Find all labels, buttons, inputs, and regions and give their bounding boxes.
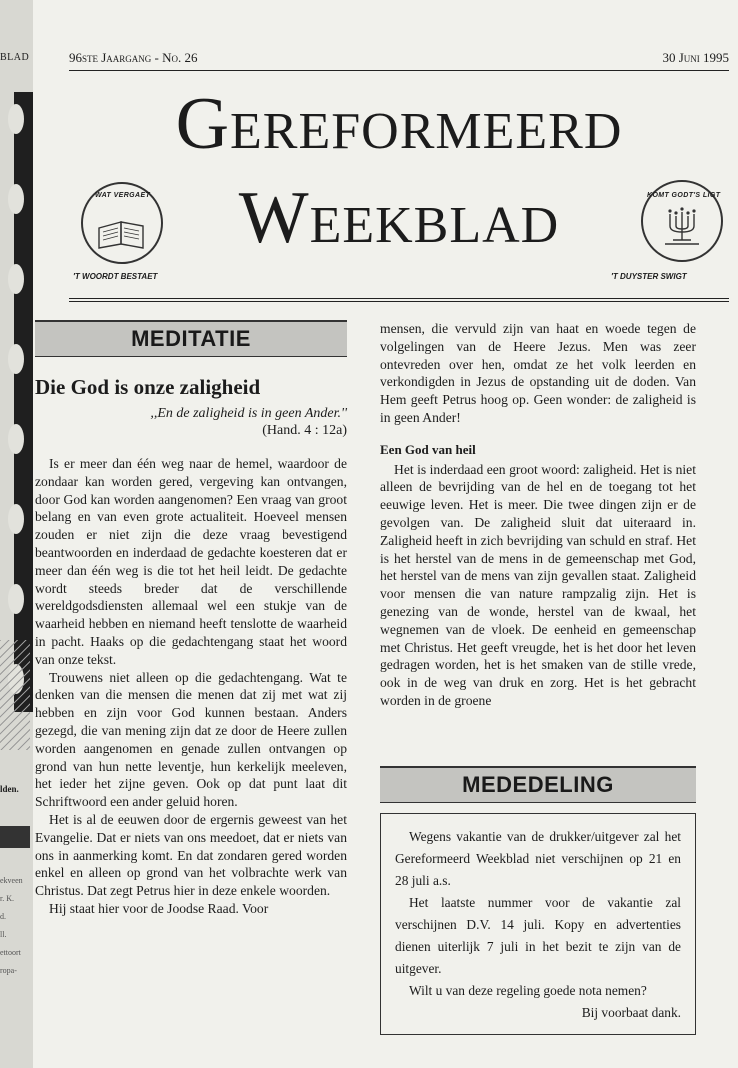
- gutter-tab: BLAD: [0, 52, 30, 63]
- article-paragraph: Is er meer dan één weg naar de hemel, waardoor de zondaar kan worden gered, vergeving kan ontvangen, door God kan worden aangenomen? Een vraag van groot belang en van even grote actualiteit. Hoeveel mensen zouden er niet zijn die deze vraag bevestigend beantwoorden en inderdaad de gedachte koesteren dat er meer dan één weg is die tot het heil leidt. De gedachte wordt steeds breder dat de verschillende wereldgodsdiensten allemaal wel een stukje van de waarheid hebben en niemand heeft tenslotte de waarheid in pacht. Haaks op die gedachtengang staat het woord van onze tekst.: [35, 456, 347, 667]
- masthead-title-line1: Gereformeerd: [175, 83, 623, 165]
- mededeling-block: [380, 766, 696, 1035]
- binding-hole: [8, 184, 24, 214]
- meditatie-heading: MEDITATIE: [35, 320, 347, 357]
- gutter-stub-text: d.: [0, 912, 6, 921]
- seal-left-motto: 'T WOORDT BESTAET: [73, 272, 158, 281]
- article-quote: ,,En de zaligheid is in geen Ander.'': [150, 406, 347, 421]
- notice-paragraph: Wegens vakantie van de drukker/uitgever zal het Gereformeerd Weekblad niet verschijnen op 21 en 28 juli a.s.: [395, 829, 681, 888]
- masthead-rule: [69, 301, 729, 302]
- seal-right-motto: 'T DUYSTER SWIGT: [611, 272, 687, 281]
- right-column: [380, 320, 696, 710]
- gutter-stub-text: ettoort: [0, 948, 21, 957]
- article-subheading: Een God van heil: [380, 441, 476, 457]
- binding-strip: [14, 92, 33, 712]
- binding-hole: [8, 344, 24, 374]
- gutter-stub-text: lden.: [0, 784, 19, 794]
- notice-thanks: Bij voorbaat dank.: [581, 1005, 681, 1020]
- article-paragraph: Trouwens niet alleen op die gedachtengang. Wat te denken van die mensen die menen dat zij met wat zij hebben en zijn voor God kunnen bestaan. Anders gezegd, die van mening zijn dat ze door de Heere zullen worden aangenomen en genade zullen ontvangen op grond van hun nette leventje, hun kerkelijk meeleven, het ieder het zijne geven. Ook op dat punt laat dit Schriftwoord een ander geluid horen.: [35, 669, 347, 810]
- binding-hole: [8, 504, 24, 534]
- left-page-gutter: [0, 0, 33, 1068]
- gutter-stub-text: ll.: [0, 930, 7, 939]
- newspaper-page: [33, 0, 738, 1068]
- article-paragraph: Het is al de eeuwen door de ergernis geweest van het Evangelie. Dat er niets van ons meedoet, dat er niets van ons in aanmerking komt. En dat zondaren gered worden enkel en alleen op grond van het volbrachte werk van Christus. Dat zegt Petrus hier in deze enkele woorden.: [35, 811, 347, 899]
- article-paragraph: Hij staat hier voor de Joodse Raad. Voor: [49, 900, 269, 916]
- issue-date: 30 Juni 1995: [662, 50, 729, 65]
- gutter-stub-text: ekveen: [0, 876, 23, 885]
- binding-hole: [8, 424, 24, 454]
- article-title: Die God is onze zaligheid: [35, 375, 261, 399]
- article-reference: (Hand. 4 : 12a): [262, 423, 347, 438]
- article-paragraph: Het is inderdaad een groot woord: zaligheid. Het is niet alleen de bevrijding van de hel en de toegang tot het eeuwige leven. Het is meer. Die twee dingen zijn er de gevolgen van. De zaligheid sluit dat uiteraard in. Zaligheid heeft in zich bevrijding van schuld en straf. Het is het herstel van de mens in de gemeenschap met God, het herstel van de mens van zijn gevallen staat. Zaligheid voor mensen die van nature rampzalig zijn. Het is genezing van de wonde, herstel van de kwaal, het wegnemen van de vloek. De eenheid en gemeenschap met Christus. Het geeft vreugde, het is het door het leven gedragen worden, het is het smaken van de stille vrede, ook in de weg van druk en zorg. Het is het gebracht worden in de groene: [380, 461, 696, 708]
- notice-paragraph: Wilt u van deze regeling goede nota nemen?: [409, 983, 647, 998]
- header-rule: [69, 70, 729, 71]
- masthead-rule: [69, 298, 729, 299]
- binding-hole: [8, 264, 24, 294]
- gutter-stub-text: ropa-: [0, 966, 17, 975]
- gutter-dark-bar: [0, 826, 30, 848]
- mededeling-heading: MEDEDELING: [380, 766, 696, 803]
- seal-left-caption: WAT VERGAET: [95, 192, 151, 199]
- gutter-hatching: [0, 640, 30, 750]
- notice-paragraph: Het laatste nummer voor de vakantie zal verschijnen D.V. 14 juli. Kopy en advertenties dienen uiterlijk 7 juli in het bezit te zijn van de uitgever.: [395, 895, 681, 976]
- mededeling-notice: [380, 813, 696, 1035]
- masthead-title-line2: Weekblad: [238, 177, 560, 259]
- issue-number: 96ste Jaargang - No. 26: [69, 50, 198, 65]
- article-continuation: mensen, die vervuld zijn van haat en woede tegen de volgelingen van de Heere Jezus. Men was zeer ontevreden over hen, omdat ze het volk leerden en verkondigden in Jezus de opstanding uit de doden. Van Hem geeft Petrus hoog op. Geen wonder: de zaligheid is in geen Ander!: [380, 321, 696, 425]
- seal-right-caption: KOMT GODT'S LIGT: [647, 192, 721, 199]
- gutter-stub-text: r. K.: [0, 894, 14, 903]
- binding-hole: [8, 584, 24, 614]
- meditatie-column: [35, 320, 347, 918]
- binding-hole: [8, 104, 24, 134]
